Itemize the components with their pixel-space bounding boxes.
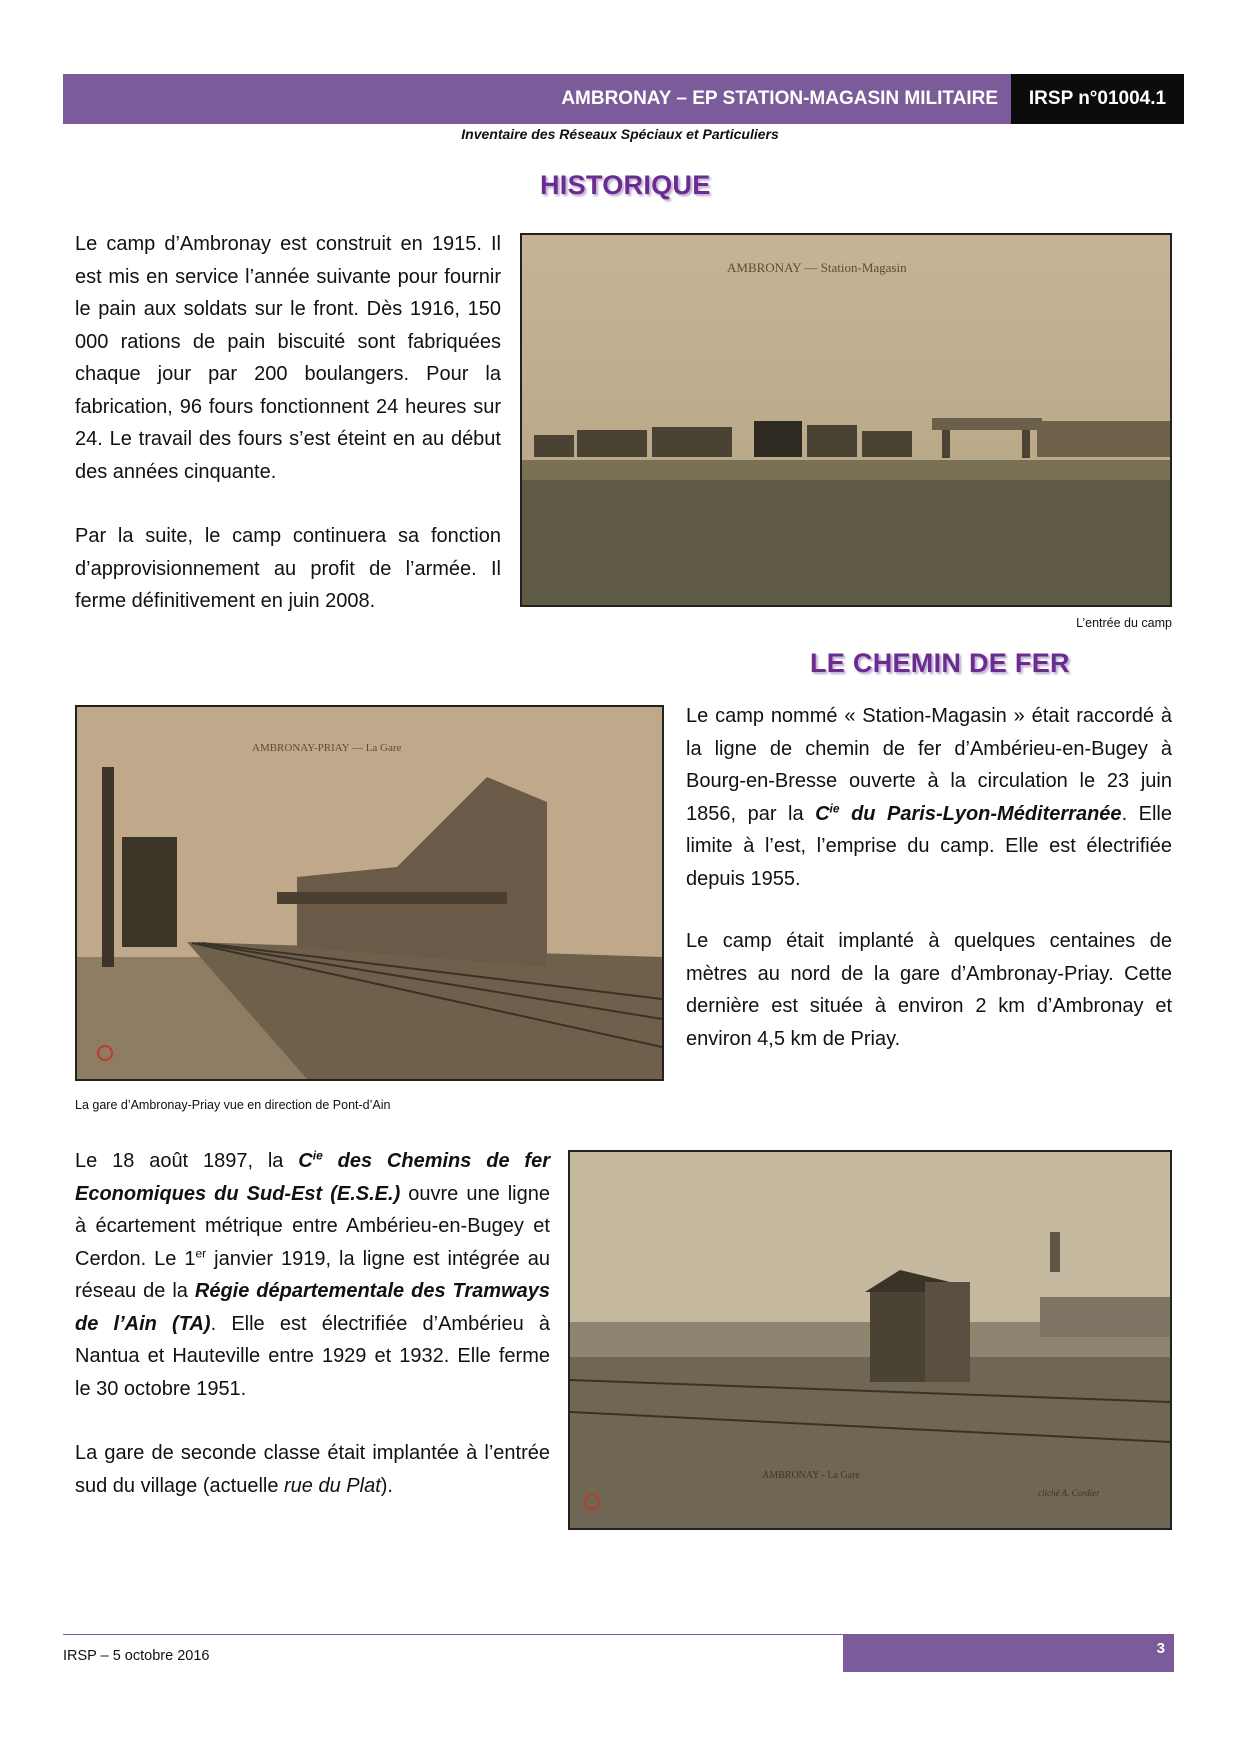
photo-tram-credit: cliché A. Cordier (1038, 1488, 1100, 1498)
tramway-paragraph-2: La gare de seconde classe était implantée à l’entrée sud du village (actuelle rue du Plat). (75, 1442, 550, 1497)
footer-text: IRSP – 5 octobre 2016 (63, 1648, 210, 1664)
heading-historique: HISTORIQUE (540, 170, 711, 200)
chemin-paragraph-1: Le camp nommé « Station-Magasin » était raccordé à la ligne de chemin de fer d’Ambérieu-en-Bugey à Bourg-en-Bresse ouverte à la circulation le 23 juin 1856, par la $C^{ie}$ du Paris-Lyon-Méditerranée. Elle limite à l’est, l’emprise du camp. Elle est électrifiée depuis 1955. (686, 705, 1172, 890)
caption-station: La gare d’Ambronay-Priay vue en direction de Pont-d’Ain (75, 1098, 391, 1112)
document-title: AMBRONAY – EP STATION-MAGASIN MILITAIRE (561, 88, 998, 109)
document-reference: IRSP n°01004.1 (1011, 74, 1184, 124)
photo-camp-label: AMBRONAY — Station-Magasin (727, 260, 907, 275)
page-number: 3 (1156, 1640, 1165, 1657)
photo-tram-label: AMBRONAY - La Gare (762, 1470, 860, 1481)
photo-ambronay-priay-station (75, 705, 664, 1081)
photo-station-label: AMBRONAY-PRIAY — La Gare (252, 742, 402, 754)
heading-chemin-de-fer: LE CHEMIN DE FER (810, 648, 1070, 678)
photo-camp-entrance (520, 233, 1172, 607)
chemin-paragraph-2: Le camp était implanté à quelques centaines de mètres au nord de la gare d’Ambronay-Priay. Cette dernière est située à environ 2 km d’Ambronay et environ 4,5 km de Priay. (686, 930, 1172, 1050)
tramway-paragraph-1: Le 18 août 1897, la $C^{ie}$ des Chemins de fer Economiques du Sud-Est (E.S.E.) ouvre une ligne à écartement métrique entre Ambérieu-en-Bugey et Cerdon. Le 1er janvier 1919, la ligne est intégrée au réseau de la Régie départementale des Tramways de l’Ain (TA). Elle est électrifiée d’Ambérieu à Nantua et Hauteville entre 1929 et 1932. Elle ferme le 30 octobre 1951. (75, 1148, 551, 1400)
document-subtitle: Inventaire des Réseaux Spéciaux et Particuliers (461, 126, 779, 142)
photo-ambronay-tram-station (568, 1150, 1172, 1530)
historique-paragraph-1: Le camp d’Ambronay est construit en 1915. Il est mis en service l’année suivante pour fournir le pain aux soldats sur le front. Dès 1916, 150 000 rations de pain biscuité sont fabriquées chaque jour par 200 boulangers. Pour la fabrication, 96 fours fonctionnent 24 heures sur 24. Le travail des fours s’est éteint en au début des années cinquante. (75, 233, 501, 483)
historique-paragraph-2: Par la suite, le camp continuera sa fonction d’approvisionnement au profit de l’armée. Il ferme définitivement en juin 2008. (75, 525, 501, 612)
caption-camp-entrance: L’entrée du camp (1076, 616, 1172, 630)
